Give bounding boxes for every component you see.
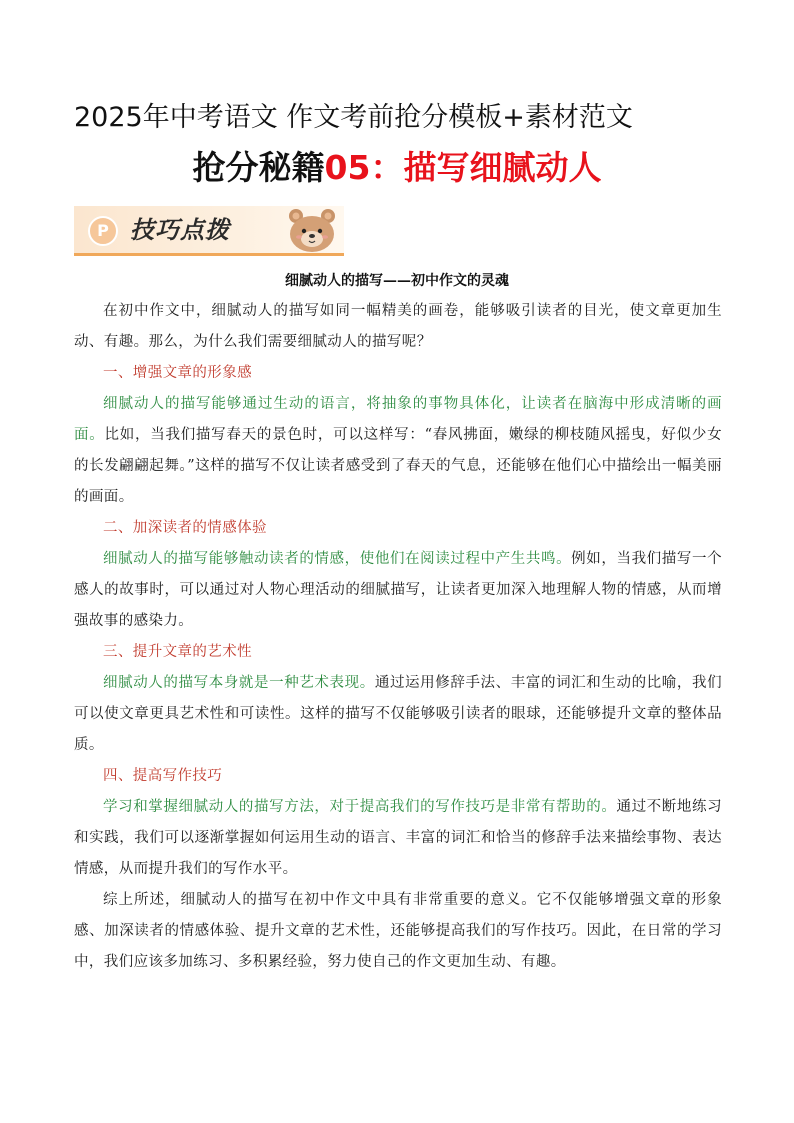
section-highlight-2: 细腻动人的描写能够触动读者的情感，使他们在阅读过程中产生共鸣。 (103, 551, 572, 567)
section-paragraph-2 (74, 544, 722, 637)
bear-mascot-icon (284, 206, 340, 252)
section-text-1: 比如，当我们描写春天的景色时，可以这样写：“春风拂面，嫩绿的柳枝随风摇曳，好似少女的长发翩翩起舞。”这样的描写不仅让读者感受到了春天的气息，还能够在他们心中描绘出一幅美丽的画面。 (74, 427, 722, 505)
section-text-2: 例如，当我们描写一个感人的故事时，可以通过对人物心理活动的细腻描写，让读者更加深入地理解人物的情感，从而增强故事的感染力。 (74, 551, 722, 629)
section-heading-1: 一、增强文章的形象感 (103, 365, 252, 381)
tips-banner (74, 206, 344, 256)
document-main-title: 2025年中考语文 作文考前抢分模板+素材范文 (74, 102, 633, 133)
article-body (74, 296, 722, 978)
sub-title-prefix: 抢分秘籍 (192, 148, 325, 187)
section-paragraph-3 (74, 668, 722, 761)
document-sub-title (0, 146, 794, 190)
sub-title-highlight: 05：描写细腻动人 (324, 148, 602, 187)
section-heading-3: 三、提升文章的艺术性 (103, 644, 252, 660)
section-heading-4: 四、提高写作技巧 (103, 768, 223, 784)
conclusion-paragraph: 综上所述，细腻动人的描写在初中作文中具有非常重要的意义。它不仅能够增强文章的形象感、加深读者的情感体验、提升文章的艺术性，还能够提高我们的写作技巧。因此，在日常的学习中，我们应该多加练习、多积累经验，努力使自己的作文更加生动、有趣。 (74, 892, 722, 970)
article-title: 细腻动人的描写——初中作文的灵魂 (285, 273, 509, 289)
section-highlight-3: 细腻动人的描写本身就是一种艺术表现。 (103, 675, 375, 691)
banner-label: 技巧点拨 (130, 216, 230, 244)
section-highlight-1: 细腻动人的描写能够通过生动的语言，将抽象的事物具体化，让读者在脑海中形成清晰的画面。 (74, 396, 722, 443)
banner-underline (74, 253, 344, 256)
p-coin-icon: P (88, 216, 118, 246)
section-highlight-4: 学习和掌握细腻动人的描写方法，对于提高我们的写作技巧是非常有帮助的。 (103, 799, 617, 815)
section-paragraph-4 (74, 792, 722, 885)
section-text-3: 通过运用修辞手法、丰富的词汇和生动的比喻，我们可以使文章更具艺术性和可读性。这样的描写不仅能够吸引读者的眼球，还能够提升文章的整体品质。 (74, 675, 722, 753)
intro-paragraph: 在初中作文中，细腻动人的描写如同一幅精美的画卷，能够吸引读者的目光，使文章更加生动、有趣。那么，为什么我们需要细腻动人的描写呢？ (74, 303, 722, 350)
section-heading-2: 二、加深读者的情感体验 (103, 520, 267, 536)
section-paragraph-1 (74, 389, 722, 513)
section-text-4: 通过不断地练习和实践，我们可以逐渐掌握如何运用生动的语言、丰富的词汇和恰当的修辞手法来描绘事物、表达情感，从而提升我们的写作水平。 (74, 799, 722, 877)
